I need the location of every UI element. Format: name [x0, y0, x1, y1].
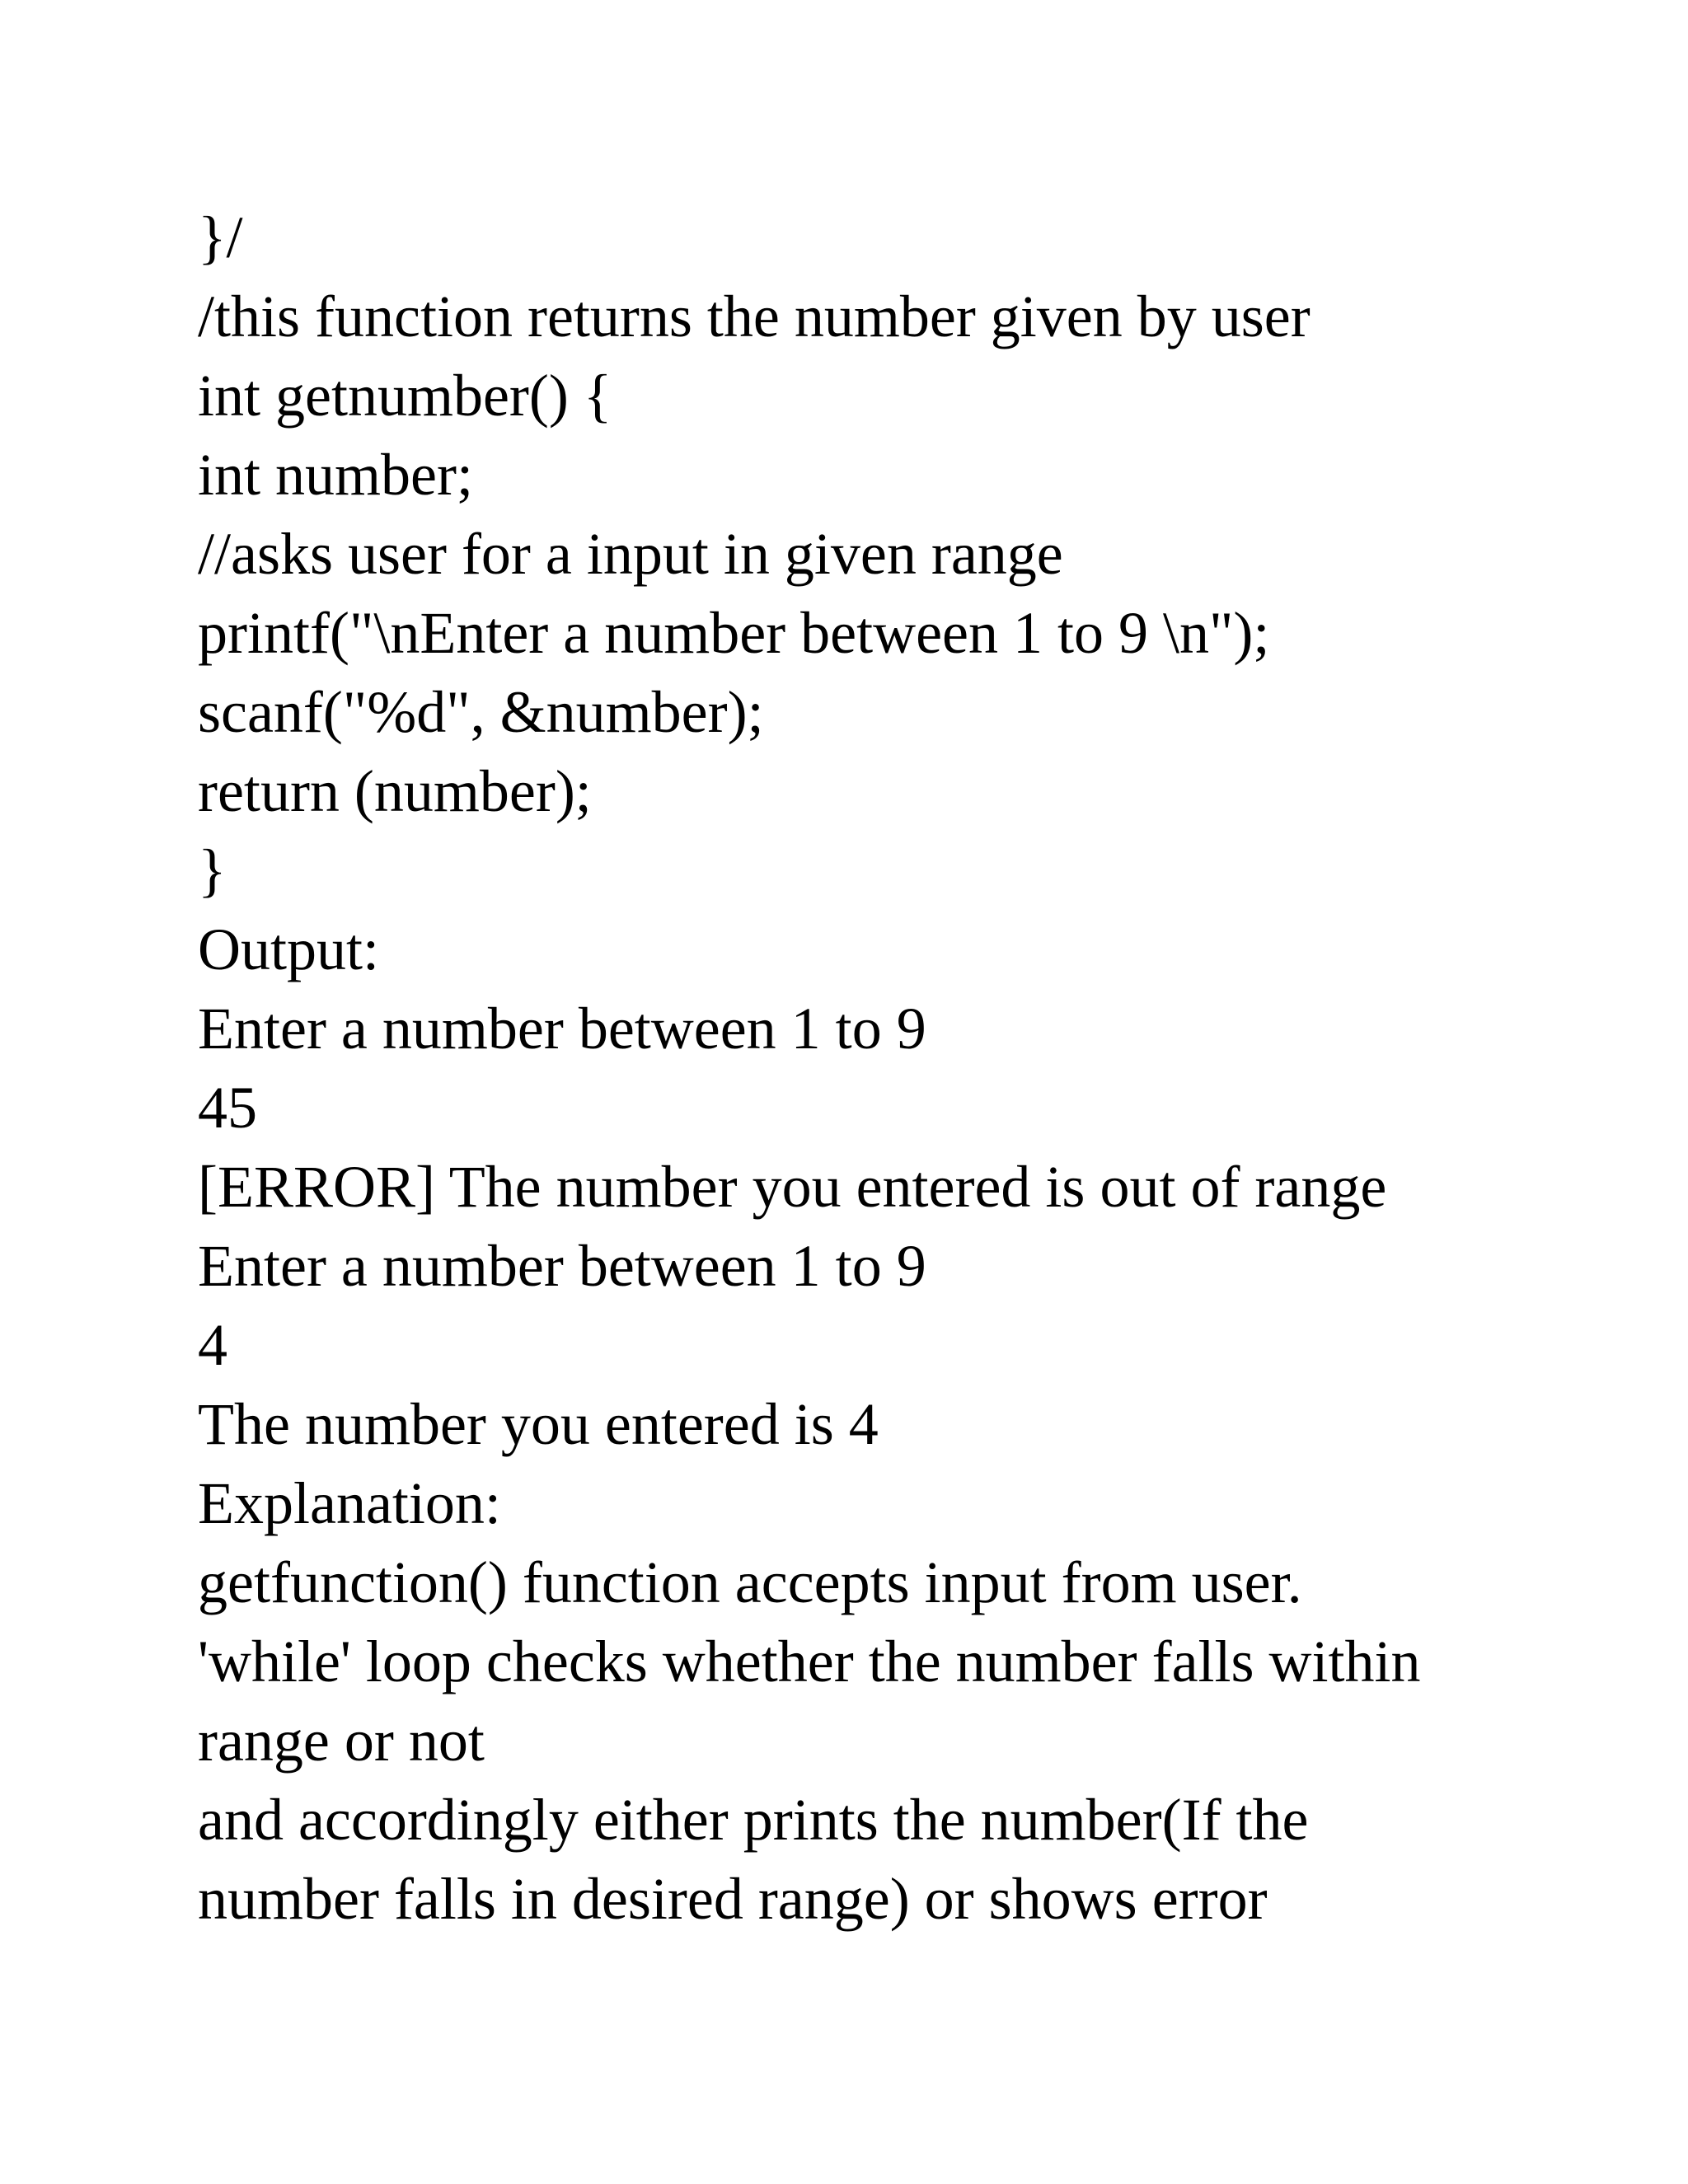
code-line: int number; — [198, 442, 473, 508]
output-line: 45 — [198, 1075, 257, 1141]
output-heading: Output: — [198, 916, 380, 982]
explanation-line: range or not — [198, 1708, 485, 1774]
code-line: } — [198, 837, 227, 903]
output-line: [ERROR] The number you entered is out of range — [198, 1154, 1387, 1220]
explanation-line: number falls in desired range) or shows error — [198, 1866, 1268, 1932]
code-line: return (number); — [198, 758, 592, 824]
code-line: printf("\nEnter a number between 1 to 9 \n"); — [198, 600, 1270, 666]
output-line: 4 — [198, 1312, 227, 1378]
code-comment-line: /this function returns the number given by user — [198, 284, 1311, 349]
output-line: Enter a number between 1 to 9 — [198, 1233, 926, 1299]
explanation-line: 'while' loop checks whether the number falls within — [198, 1629, 1421, 1694]
explanation-line: getfunction() function accepts input from user. — [198, 1549, 1302, 1615]
code-line: scanf("%d", &number); — [198, 679, 764, 745]
code-line: int getnumber() { — [198, 363, 612, 429]
explanation-line: and accordingly either prints the number(If the — [198, 1787, 1309, 1853]
document-body — [198, 198, 1517, 1938]
code-comment-line: //asks user for a input in given range — [198, 521, 1063, 587]
explanation-heading: Explanation: — [198, 1470, 501, 1536]
output-line: Enter a number between 1 to 9 — [198, 996, 926, 1062]
output-line: The number you entered is 4 — [198, 1391, 879, 1457]
code-line: }/ — [198, 204, 243, 270]
